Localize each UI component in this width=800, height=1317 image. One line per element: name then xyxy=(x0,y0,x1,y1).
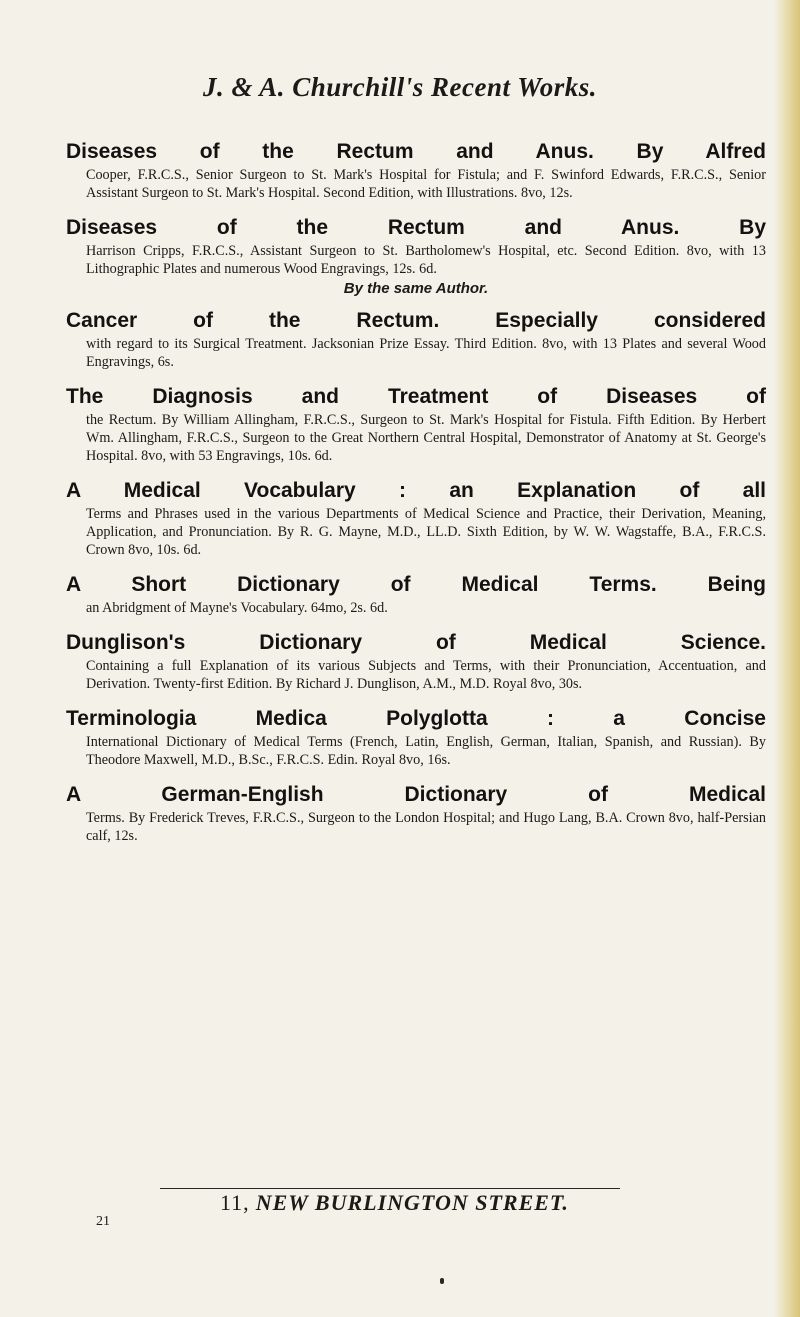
catalogue-entry xyxy=(66,309,766,371)
catalogue-entry xyxy=(66,216,766,297)
entry-description: Harrison Cripps, F.R.C.S., Assistant Surgeon to St. Bartholomew's Hospital, etc. Second Edition. 8vo, with 13 Lithographic Plates and numerous Wood Engravings, 12s. 6d. xyxy=(86,243,766,277)
catalogue-entry xyxy=(66,707,766,769)
catalogue-entry xyxy=(66,631,766,693)
catalogue-entry xyxy=(66,385,766,465)
page-edge xyxy=(774,0,800,1317)
entry-description: the Rectum. By William Allingham, F.R.C.S., Surgeon to St. Mark's Hospital for Fistula. Fifth Edition. By Herbert Wm. Allingham, F.R.C.S., Surgeon to the Great Northern Central Hospital, Demonstrator of Anatomy at St. George's Hospital. 8vo, with 53 Engravings, 10s. 6d. xyxy=(86,412,766,464)
entry-title: A German-English Dictionary of Medical xyxy=(66,783,766,806)
entry-description: an Abridgment of Mayne's Vocabulary. 64mo, 2s. 6d. xyxy=(86,600,388,616)
ink-speck xyxy=(440,1278,444,1284)
entry-description: Cooper, F.R.C.S., Senior Surgeon to St. Mark's Hospital for Fistula; and F. Swinford Edwards, F.R.C.S., Senior Assistant Surgeon to St. Mark's Hospital. Second Edition, with Illustrations. 8vo, 12s. xyxy=(86,167,766,201)
entry-title: Dunglison's Dictionary of Medical Science. xyxy=(66,631,766,654)
entry-title: A Short Dictionary of Medical Terms. Being xyxy=(66,573,766,596)
page-header: J. & A. Churchill's Recent Works. xyxy=(202,72,598,102)
catalogue-entry xyxy=(66,783,766,845)
page-number: 21 xyxy=(96,1214,110,1229)
entry-title: Diseases of the Rectum and Anus. By xyxy=(66,216,766,239)
entry-description: Terms and Phrases used in the various Departments of Medical Science and Practice, their Derivation, Meaning, Application, and Pronunciation. By R. G. Mayne, M.D., LL.D. Sixth Edition, by W. W. Wagstaffe, B.A., F.R.C.S. Crown 8vo, 10s. 6d. xyxy=(86,506,766,558)
catalogue-list xyxy=(66,140,766,859)
entry-title: The Diagnosis and Treatment of Diseases of xyxy=(66,385,766,408)
entry-title: A Medical Vocabulary : an Explanation of all xyxy=(66,479,766,502)
catalogue-entry xyxy=(66,573,766,617)
entry-subheading: By the same Author. xyxy=(343,280,489,297)
catalogue-entry xyxy=(66,140,766,202)
entry-title: Cancer of the Rectum. Especially considered xyxy=(66,309,766,332)
entry-description: International Dictionary of Medical Terms (French, Latin, English, German, Italian, Spanish, and Russian). By Theodore Maxwell, M.D., B.Sc., F.R.C.S. Edin. Royal 8vo, 16s. xyxy=(86,734,766,768)
entry-title: Terminologia Medica Polyglotta : a Concise xyxy=(66,707,766,730)
entry-description: Terms. By Frederick Treves, F.R.C.S., Surgeon to the London Hospital; and Hugo Lang, B.A. Crown 8vo, half-Persian calf, 12s. xyxy=(86,810,766,844)
entry-title: Diseases of the Rectum and Anus. By Alfred xyxy=(66,140,766,163)
entry-description: Containing a full Explanation of its various Subjects and Terms, with their Pronunciation, Accentuation, and Derivation. Twenty-first Edition. By Richard J. Dunglison, A.M., M.D. Royal 8vo, 30s. xyxy=(86,658,766,692)
catalogue-entry xyxy=(66,479,766,559)
address-number: 11, xyxy=(220,1190,250,1215)
entry-description: with regard to its Surgical Treatment. Jacksonian Prize Essay. Third Edition. 8vo, with 13 Plates and several Wood Engravings, 6s. xyxy=(86,336,766,370)
publisher-address xyxy=(220,1190,569,1216)
address-street: NEW BURLINGTON STREET. xyxy=(255,1190,569,1215)
footer-rule xyxy=(160,1188,620,1189)
